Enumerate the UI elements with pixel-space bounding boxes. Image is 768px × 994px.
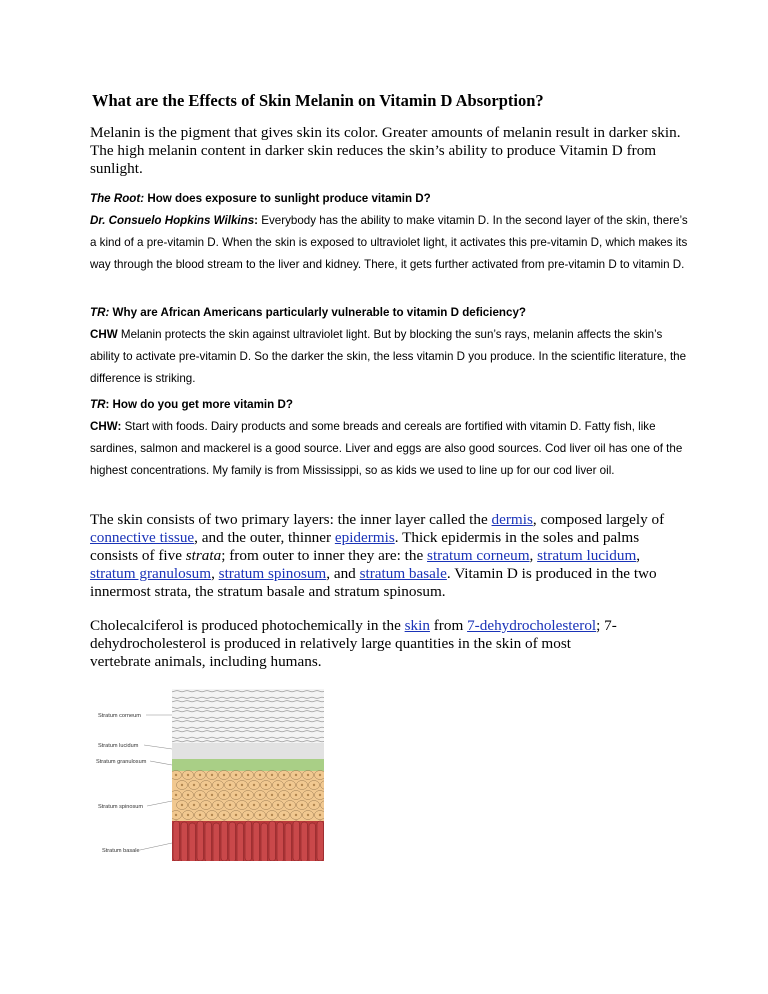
leader-line — [140, 843, 172, 850]
basale-cell — [221, 821, 228, 861]
text-run: , and the outer, thinner — [194, 529, 335, 546]
stratum-lucidum-link[interactable]: stratum lucidum — [537, 547, 637, 564]
cell-nucleus — [259, 794, 261, 796]
basale-cell — [229, 822, 236, 862]
cell-nucleus — [319, 794, 321, 796]
label-stratum-granulosum: Stratum granulosum — [96, 759, 147, 765]
cell-nucleus — [265, 804, 267, 806]
cell-nucleus — [223, 774, 225, 776]
answer — [90, 420, 682, 477]
cell-nucleus — [253, 784, 255, 786]
epidermis-link[interactable]: epidermis — [334, 529, 395, 546]
question — [90, 302, 690, 324]
separator: , — [529, 547, 538, 564]
intro-paragraph: Melanin is the pigment that gives skin its color. Greater amounts of melanin result in darker skin. The high melanin content in darker skin reduces the skin’s ability to produce Vitamin D from sunlight. — [90, 124, 681, 177]
cell-nucleus — [217, 804, 219, 806]
cell-nucleus — [235, 814, 237, 816]
page-title: What are the Effects of Skin Melanin on Vitamin D Absorption? — [92, 91, 544, 110]
cell-nucleus — [187, 774, 189, 776]
question-text: : How do you get more vitamin D? — [105, 398, 293, 411]
cell-nucleus — [175, 814, 177, 816]
leader-line — [150, 761, 172, 765]
cell-nucleus — [319, 774, 321, 776]
cell-nucleus — [271, 774, 273, 776]
cell-nucleus — [229, 784, 231, 786]
cell-nucleus — [247, 794, 249, 796]
cell-nucleus — [235, 794, 237, 796]
cell-nucleus — [247, 774, 249, 776]
cell-nucleus — [211, 774, 213, 776]
text-run: ; 7-dehydrocholesterol is produced in relatively large quantities in the skin of most vertebrate animals, including humans. — [90, 617, 617, 670]
stratum-basale-link[interactable]: stratum basale — [359, 565, 447, 582]
basale-cell — [301, 822, 308, 862]
cell-nucleus — [211, 794, 213, 796]
basale-cells — [173, 821, 324, 863]
cell-nucleus — [301, 784, 303, 786]
basale-cell — [253, 822, 260, 862]
cell-nucleus — [199, 774, 201, 776]
cell-nucleus — [307, 814, 309, 816]
cell-nucleus — [289, 784, 291, 786]
cell-nucleus — [187, 794, 189, 796]
cell-nucleus — [325, 784, 327, 786]
basale-cell — [189, 823, 196, 863]
cell-nucleus — [313, 804, 315, 806]
cell-nucleus — [199, 814, 201, 816]
label-stratum-corneum: Stratum corneum — [98, 713, 141, 719]
cell-nucleus — [223, 814, 225, 816]
cell-nucleus — [325, 804, 327, 806]
text-run: ; from outer to inner they are: the — [221, 547, 428, 564]
cell-nucleus — [193, 804, 195, 806]
basale-cell — [261, 823, 268, 863]
text-run: The skin consists of two primary layers: the inner layer called the — [90, 511, 492, 528]
cell-nucleus — [295, 814, 297, 816]
stratum-corneum-link[interactable]: stratum corneum — [427, 547, 530, 564]
qa-block-1 — [90, 188, 690, 276]
layer-stratum-lucidum — [172, 743, 324, 759]
skin-link[interactable]: skin — [404, 617, 430, 634]
question — [90, 188, 690, 210]
cell-nucleus — [217, 784, 219, 786]
answer-text: Start with foods. Dairy products and some breads and cereals are fortified with vitamin D. Fatty fish, like sardines, salmon and mackerel is a good source. Liver and eggs are also good sources. Cod liver oil has one of the highest concentrations. My family is from Mississippi, so as kids we used to line up for our cod liver oil. — [90, 420, 683, 477]
basale-cell — [197, 821, 204, 861]
cell-nucleus — [199, 794, 201, 796]
cell-nucleus — [211, 814, 213, 816]
cell-nucleus — [205, 784, 207, 786]
cell-nucleus — [253, 804, 255, 806]
cell-nucleus — [223, 794, 225, 796]
cell-nucleus — [295, 794, 297, 796]
basale-cell — [245, 821, 252, 861]
cell-nucleus — [235, 774, 237, 776]
cell-nucleus — [319, 814, 321, 816]
text-run: Cholecalciferol is produced photochemically in the — [90, 617, 405, 634]
cell-nucleus — [247, 814, 249, 816]
basale-cell — [173, 821, 180, 861]
cell-nucleus — [295, 774, 297, 776]
answer-text: Melanin protects the skin against ultraviolet light. But by blocking the sun’s rays, melanin affects the skin’s ability to activate pre-vitamin D. So the darker the skin, the less vitamin D you produce. In the scientific literature, the difference is striking. — [90, 328, 687, 385]
label-stratum-basale: Stratum basale — [102, 848, 140, 854]
separator: , — [636, 547, 641, 564]
text-run: . Vitamin D is produced in the two innermost strata, the stratum basale and stratum spinosum. — [90, 565, 657, 600]
cell-nucleus — [175, 794, 177, 796]
cell-nucleus — [181, 784, 183, 786]
stratum-spinosum-link[interactable]: stratum spinosum — [218, 565, 327, 582]
answer-text: Everybody has the ability to make vitamin D. In the second layer of the skin, there’s a kind of a pre-vitamin D. When the skin is exposed to ultraviolet light, it activates this pre-vitamin D, which makes its way through the blood stream to the liver and kidney. There, it gets further activated from pre-vitamin D to vitamin D. — [90, 214, 688, 271]
separator: , and — [326, 565, 360, 582]
basale-cell — [277, 822, 284, 862]
answer-speaker: Dr. Consuelo Hopkins Wilkins — [90, 214, 255, 227]
basale-cell — [205, 822, 212, 862]
cell-nucleus — [271, 794, 273, 796]
text-run: , composed largely of — [532, 511, 665, 528]
connective-tissue-link[interactable]: connective tissue — [90, 529, 195, 546]
cell-nucleus — [187, 814, 189, 816]
dermis-link[interactable]: dermis — [491, 511, 533, 528]
cell-nucleus — [259, 814, 261, 816]
cell-nucleus — [313, 784, 315, 786]
cell-nucleus — [241, 784, 243, 786]
answer-colon: : — [254, 214, 259, 227]
qa-block-3 — [90, 394, 690, 482]
cell-nucleus — [259, 774, 261, 776]
cell-nucleus — [193, 784, 195, 786]
skin-layers-paragraph — [90, 511, 680, 601]
text-run: from — [429, 617, 468, 634]
figure-labels — [96, 713, 147, 854]
stratum-granulosum-link[interactable]: stratum granulosum — [90, 565, 212, 582]
answer-speaker: CHW: — [90, 420, 122, 433]
answer-speaker: CHW — [90, 328, 118, 341]
question-speaker: TR: — [90, 306, 110, 319]
basale-cell — [309, 823, 316, 863]
cell-nucleus — [271, 814, 273, 816]
question-text: How does exposure to sunlight produce vitamin D? — [144, 192, 431, 205]
basale-cell — [317, 821, 324, 861]
tissue-layers — [171, 689, 333, 863]
basale-cell — [237, 823, 244, 863]
cell-nucleus — [289, 804, 291, 806]
text-run: . Thick epidermis in the soles and palms consists of five — [90, 529, 640, 564]
qa-block-2 — [90, 302, 690, 390]
question-speaker: The Root: — [90, 192, 145, 205]
basale-cell — [293, 821, 300, 861]
question-text: Why are African Americans particularly vulnerable to vitamin D deficiency? — [109, 306, 526, 319]
cell-nucleus — [229, 804, 231, 806]
answer — [90, 214, 688, 271]
cell-nucleus — [241, 804, 243, 806]
question-speaker: TR — [90, 398, 106, 411]
question — [90, 394, 690, 416]
leader-line — [147, 801, 172, 806]
cell-nucleus — [181, 804, 183, 806]
label-stratum-lucidum: Stratum lucidum — [98, 743, 139, 749]
basale-cell — [213, 823, 220, 863]
label-leader-lines — [140, 715, 172, 850]
cell-nucleus — [277, 804, 279, 806]
leader-line — [144, 745, 172, 749]
basale-cell — [285, 823, 292, 863]
basale-cell — [269, 821, 276, 861]
separator: , — [211, 565, 219, 582]
cell-nucleus — [283, 794, 285, 796]
cell-nucleus — [277, 784, 279, 786]
skin-layers-illustration — [94, 683, 334, 863]
basale-cell — [181, 822, 188, 862]
7-dehydrocholesterol-link[interactable]: 7-dehydrocholesterol — [467, 617, 597, 634]
strata-term: strata — [185, 547, 222, 564]
cell-nucleus — [307, 794, 309, 796]
cholecalciferol-paragraph — [90, 617, 630, 671]
cell-nucleus — [301, 804, 303, 806]
cell-nucleus — [265, 784, 267, 786]
answer — [90, 328, 686, 385]
cell-nucleus — [283, 774, 285, 776]
cell-nucleus — [307, 774, 309, 776]
cell-nucleus — [283, 814, 285, 816]
layer-stratum-granulosum — [172, 759, 324, 771]
label-stratum-spinosum: Stratum spinosum — [98, 804, 144, 810]
cell-nucleus — [175, 774, 177, 776]
cell-nucleus — [205, 804, 207, 806]
